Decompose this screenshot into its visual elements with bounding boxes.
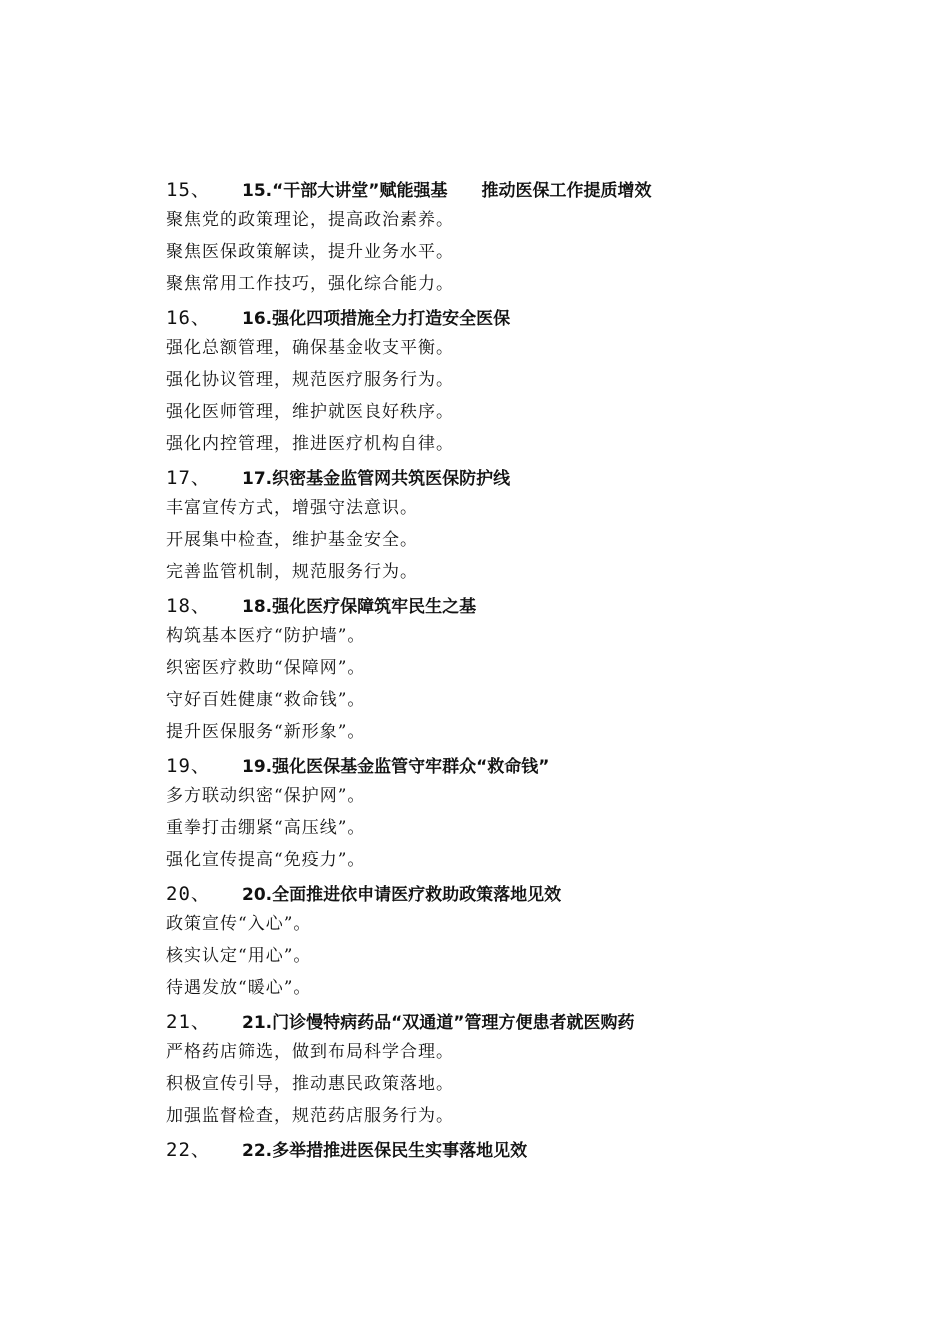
body-line: 聚焦常用工作技巧，强化综合能力。 (166, 274, 454, 294)
body-line: 完善监管机制，规范服务行为。 (166, 562, 418, 582)
section-title: 18.强化医疗保障筑牢民生之基 (242, 596, 477, 617)
section-heading (166, 300, 886, 332)
section-22 (166, 1132, 886, 1164)
body-line: 强化内控管理，推进医疗机构自律。 (166, 434, 454, 454)
body-line: 核实认定“用心”。 (166, 946, 312, 966)
body-line: 提升医保服务“新形象”。 (166, 722, 366, 742)
section-19 (166, 748, 886, 876)
body-line: 多方联动织密“保护网”。 (166, 786, 366, 806)
body-line: 强化宣传提高“免疫力”。 (166, 850, 366, 870)
section-title: 16.强化四项措施全力打造安全医保 (242, 308, 511, 329)
body-line: 强化医师管理，维护就医良好秩序。 (166, 402, 454, 422)
section-16 (166, 300, 886, 460)
body-line: 丰富宣传方式，增强守法意识。 (166, 498, 418, 518)
section-heading (166, 588, 886, 620)
body-line: 聚焦医保政策解读，提升业务水平。 (166, 242, 454, 262)
section-number: 18、 (166, 594, 211, 617)
section-number: 17、 (166, 466, 211, 489)
section-heading (166, 460, 886, 492)
section-number: 15、 (166, 178, 211, 201)
section-number: 20、 (166, 882, 211, 905)
section-17 (166, 460, 886, 588)
section-heading (166, 748, 886, 780)
section-title: 19.强化医保基金监管守牢群众“救命钱” (242, 756, 550, 777)
body-line: 待遇发放“暖心”。 (166, 978, 312, 998)
section-title: 17.织密基金监管网共筑医保防护线 (242, 468, 511, 489)
section-number: 19、 (166, 754, 211, 777)
body-line: 构筑基本医疗“防护墙”。 (166, 626, 366, 646)
body-line: 加强监督检查，规范药店服务行为。 (166, 1106, 454, 1126)
body-line: 强化协议管理，规范医疗服务行为。 (166, 370, 454, 390)
section-title: 20.全面推进依申请医疗救助政策落地见效 (242, 884, 562, 905)
section-heading (166, 172, 886, 204)
body-line: 严格药店筛选，做到布局科学合理。 (166, 1042, 454, 1062)
section-number: 22、 (166, 1138, 211, 1161)
body-line: 重拳打击绷紧“高压线”。 (166, 818, 366, 838)
body-line: 守好百姓健康“救命钱”。 (166, 690, 366, 710)
section-21 (166, 1004, 886, 1132)
body-line: 强化总额管理，确保基金收支平衡。 (166, 338, 454, 358)
section-title: 15.“干部大讲堂”赋能强基 推动医保工作提质增效 (242, 180, 652, 201)
section-number: 16、 (166, 306, 211, 329)
section-18 (166, 588, 886, 748)
body-line: 政策宣传“入心”。 (166, 914, 312, 934)
body-line: 聚焦党的政策理论，提高政治素养。 (166, 210, 454, 230)
section-heading (166, 1004, 886, 1036)
section-heading (166, 876, 886, 908)
section-title: 22.多举措推进医保民生实事落地见效 (242, 1140, 528, 1161)
section-number: 21、 (166, 1010, 211, 1033)
document-page (166, 172, 886, 1164)
section-20 (166, 876, 886, 1004)
section-title: 21.门诊慢特病药品“双通道”管理方便患者就医购药 (242, 1012, 635, 1033)
body-line: 织密医疗救助“保障网”。 (166, 658, 366, 678)
body-line: 开展集中检查，维护基金安全。 (166, 530, 418, 550)
body-line: 积极宣传引导，推动惠民政策落地。 (166, 1074, 454, 1094)
section-15 (166, 172, 886, 300)
section-heading (166, 1132, 886, 1164)
